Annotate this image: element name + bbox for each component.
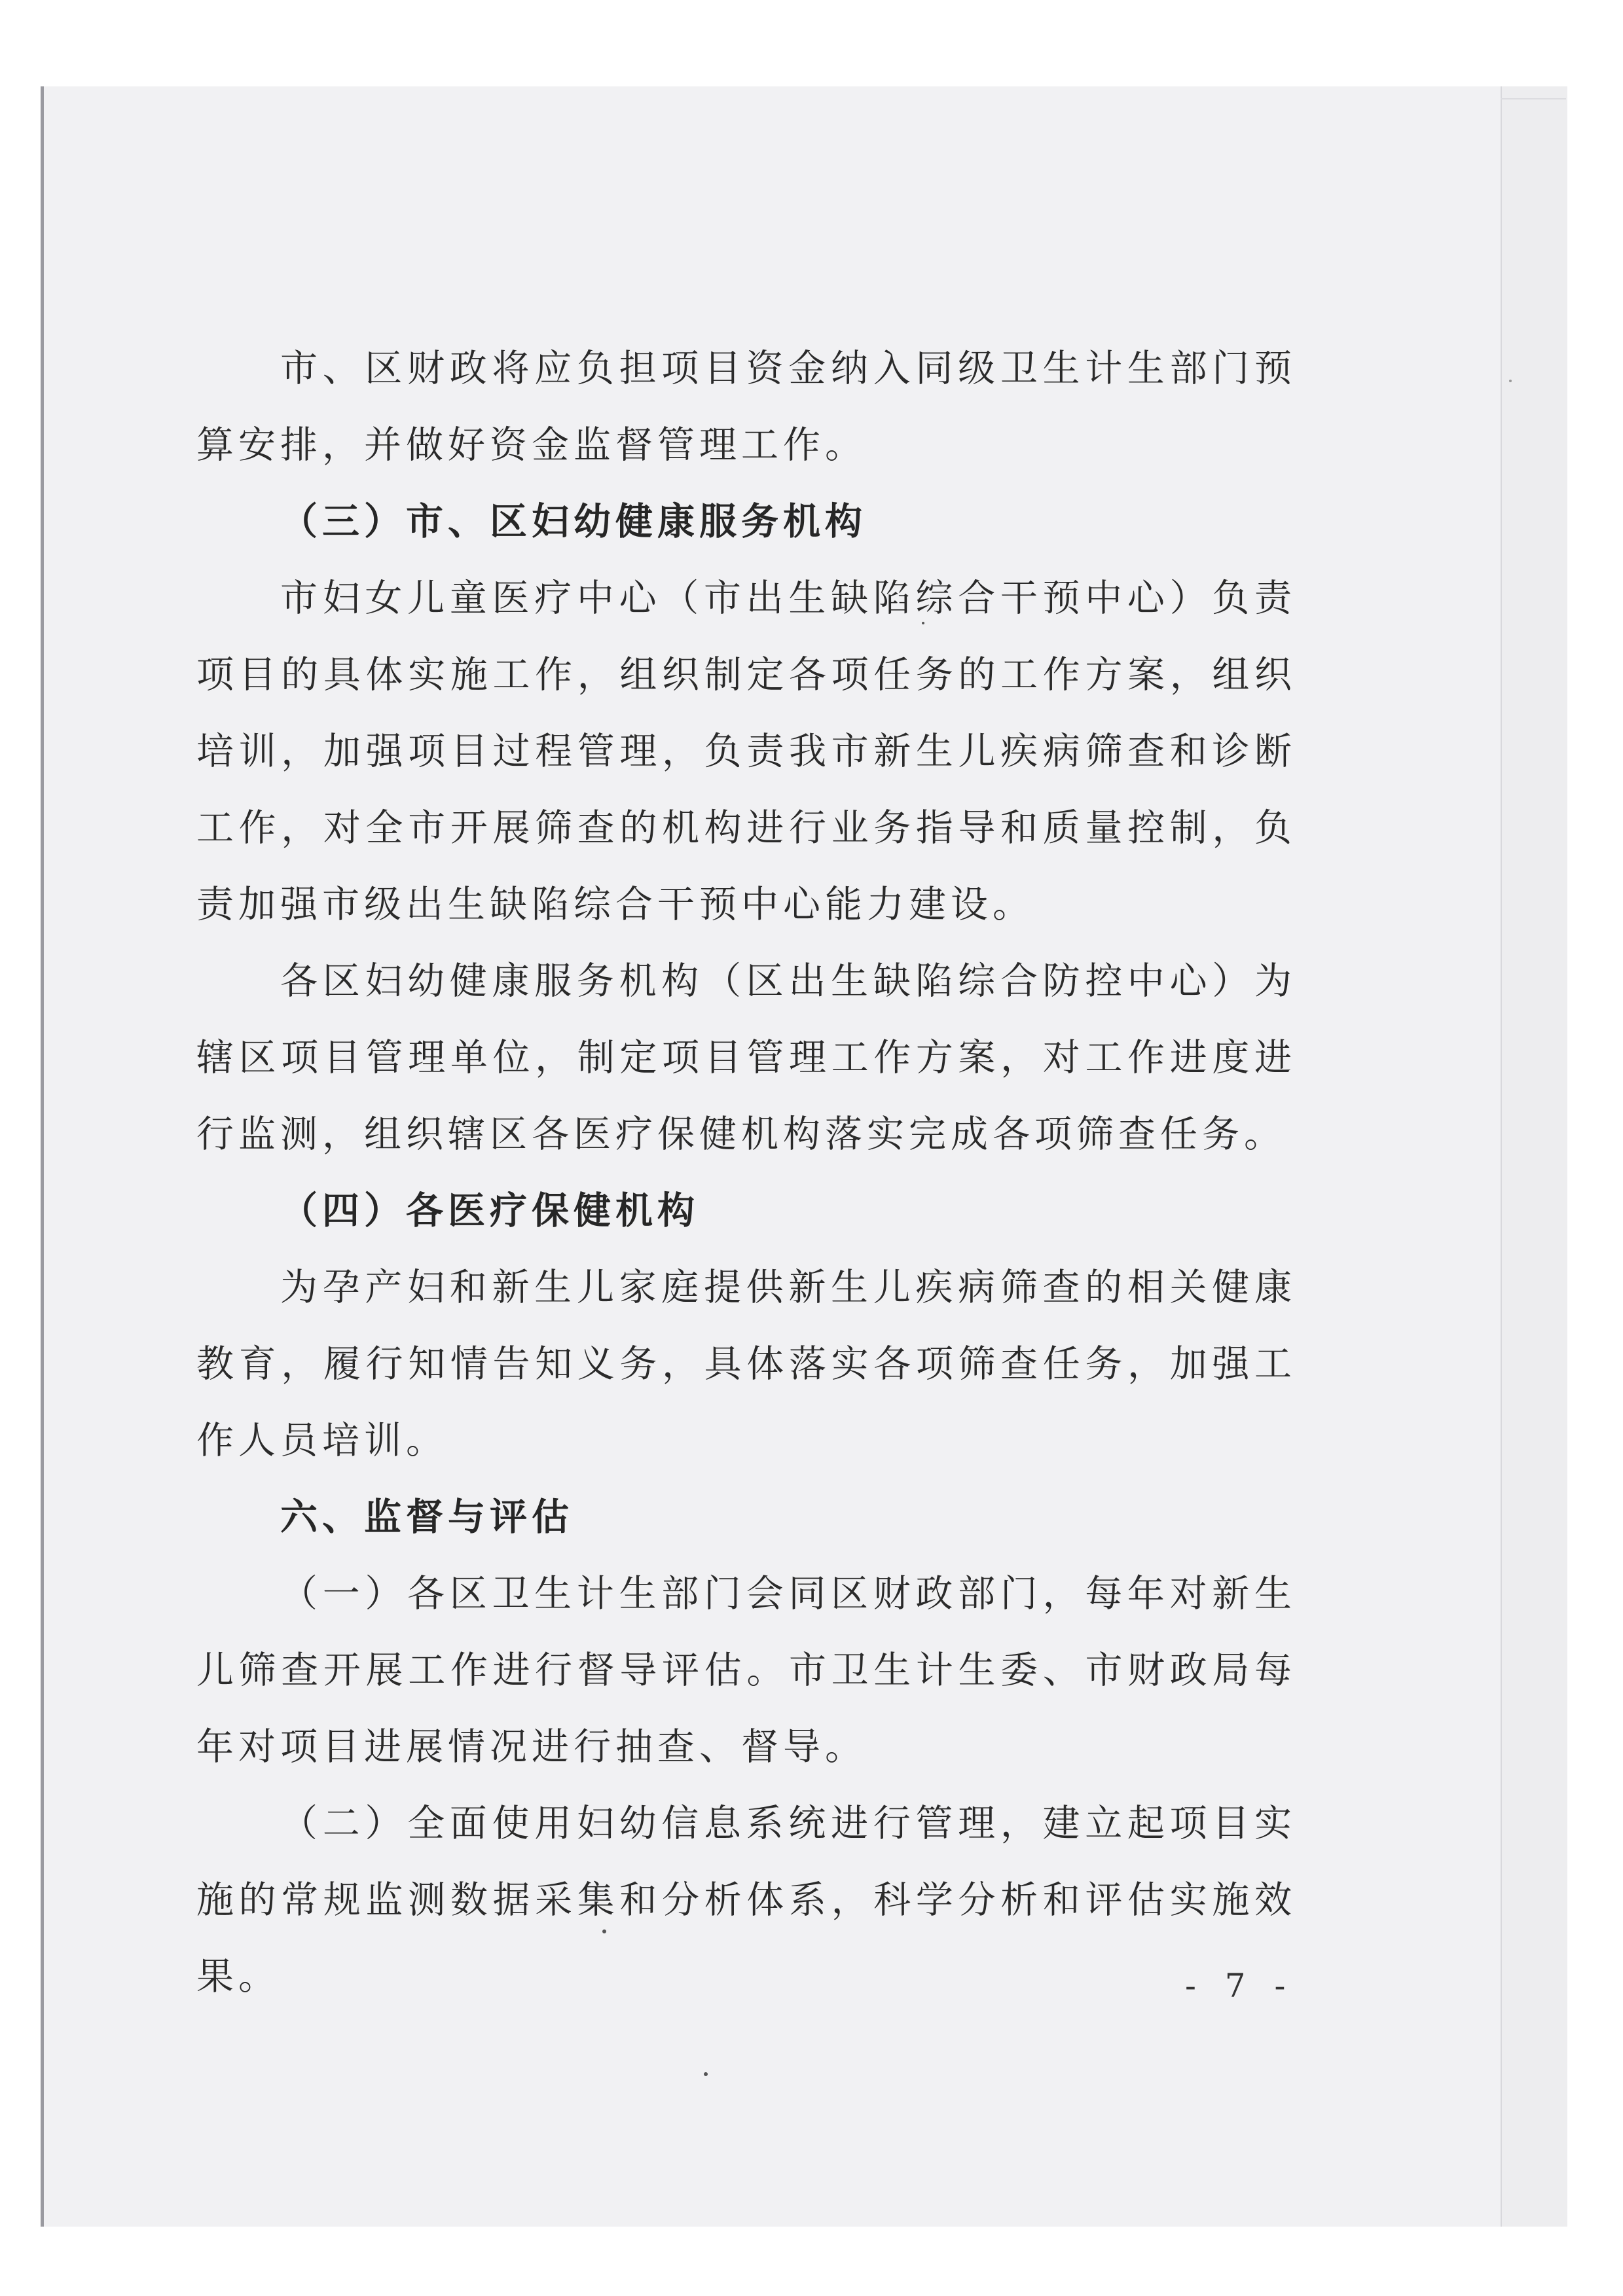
scan-speck [602, 1929, 606, 1933]
scan-speck [922, 622, 924, 624]
heading-maternal-child-health-institutions: （三）市、区妇幼健康服务机构 [280, 500, 867, 543]
scan-speck [1509, 380, 1512, 382]
paragraph-district-institutions: 各区妇幼健康服务机构（区出生缺陷综合防控中心）为辖区项目管理单位，制定项目管理工作方案，对工作进度进行监测，组织辖区各医疗保健机构落实完成各项筛查任务。 [196, 960, 1296, 1156]
heading-medical-institutions: （四）各医疗保健机构 [280, 1189, 699, 1232]
document-body [196, 331, 1296, 2015]
paragraph-supervision-2: （二）全面使用妇幼信息系统进行管理，建立起项目实施的常规监测数据采集和分析体系，科学分析和评估实施效果。 [196, 1802, 1296, 1998]
page-fold-corner [1501, 98, 1566, 126]
scan-edge [41, 86, 44, 2227]
paragraph-municipal-center: 市妇女儿童医疗中心（市出生缺陷综合干预中心）负责项目的具体实施工作，组织制定各项任务的工作方案，组织培训，加强项目过程管理，负责我市新生儿疾病筛查和诊断工作，对全市开展筛查的机构进行业务指导和质量控制，负责加强市级出生缺陷综合干预中心能力建设。 [196, 577, 1296, 926]
paragraph-medical-institutions-duties: 为孕产妇和新生儿家庭提供新生儿疾病筛查的相关健康教育，履行知情告知义务，具体落实各项筛查任务，加强工作人员培训。 [196, 1266, 1296, 1462]
page-number: - 7 - [1185, 1967, 1295, 2005]
paragraph-supervision-1: （一）各区卫生计生部门会同区财政部门，每年对新生儿筛查开展工作进行督导评估。市卫生计生委、市财政局每年对项目进展情况进行抽查、督导。 [196, 1572, 1296, 1768]
scan-speck [704, 2072, 708, 2076]
page-fold [1501, 86, 1567, 2227]
paragraph-budget: 市、区财政将应负担项目资金纳入同级卫生计生部门预算安排，并做好资金监督管理工作。 [196, 347, 1296, 467]
heading-supervision-evaluation: 六、监督与评估 [280, 1496, 574, 1539]
